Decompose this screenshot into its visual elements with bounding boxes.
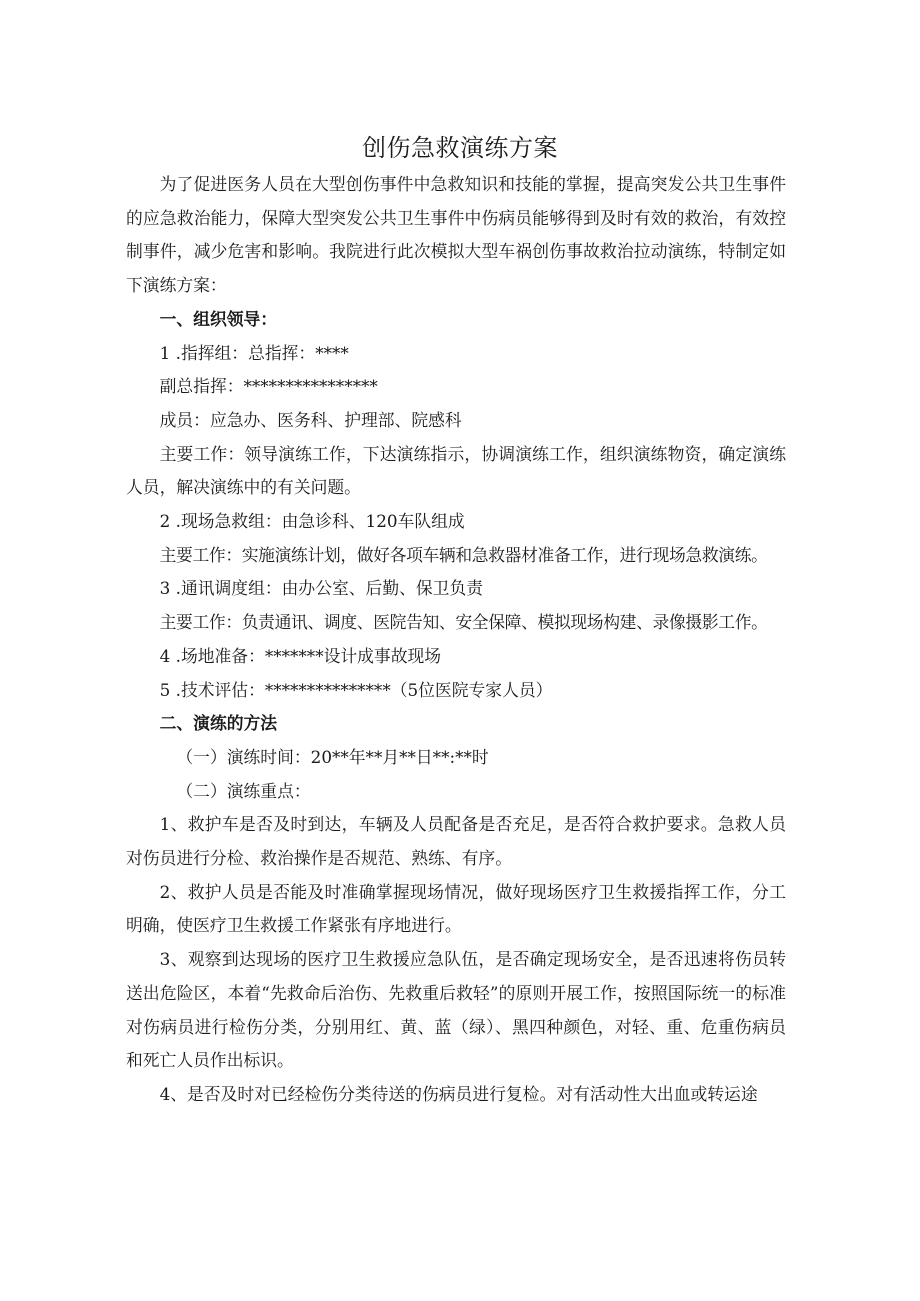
document-title: 创伤急救演练方案 [362,134,558,162]
field-rescue-duty-line: 主要工作：实施演练计划，做好各项车辆和急救器材准备工作，进行现场急救演练。 [159,544,768,565]
section-heading-organization: 一、组织领导： [159,308,278,329]
intro-paragraph: 为了促进医务人员在大型创伤事件中急救知识和技能的掌握，提高突发公共卫生事件的应急救治能力，保障大型突发公共卫生事件中伤病员能够得到及时有效的救治，有效控制事件，减少危害和影响。我院进行此次模拟大型车祸创伤事故救治拉动演练，特制定如下演练方案： [126,174,786,296]
focus-point-2: 2、救护人员是否能及时准确掌握现场情况，做好现场医疗卫生救援指挥工作，分工明确，使医疗卫生救援工作紧张有序地进行。 [126,881,786,936]
focus-point-4: 4、是否及时对已经检伤分类待送的伤病员进行复检。对有活动性大出血或转运途 [159,1083,758,1104]
focus-point-3: 3、观察到达现场的医疗卫生救援应急队伍，是否确定现场安全，是否迅速将伤员转送出危险区，本着“先救命后治伤、先救重后救轻”的原则开展工作，按照国际统一的标准对伤病员进行检伤分类，分别用红、黄、蓝（绿）、黑四种颜色，对轻、重、危重伤病员和死亡人员作出标识。 [126,949,786,1071]
document-body [126,168,786,1112]
drill-time-line: （一）演练时间：20**年**月**日**:**时 [176,746,489,767]
deputy-commander-line: 副总指挥：**************** [159,376,378,397]
field-rescue-group-line: 2 .现场急救组：由急诊科、120车队组成 [159,511,465,532]
section-heading-method: 二、演练的方法 [159,713,278,734]
site-preparation-line: 4 .场地准备：*******设计成事故现场 [159,645,442,666]
focus-point-1: 1、救护车是否及时到达，车辆及人员配备是否充足，是否符合救护要求。急救人员对伤员进行分检、救治操作是否规范、熟练、有序。 [126,814,786,869]
drill-focus-line: （二）演练重点： [176,780,311,801]
communication-duty-line: 主要工作：负责通讯、调度、医院告知、安全保障、模拟现场构建、录像摄影工作。 [159,612,768,633]
members-line: 成员：应急办、医务科、护理部、院感科 [159,409,462,430]
communication-group-line: 3 .通讯调度组：由办公室、后勤、保卫负责 [159,578,484,599]
command-group-line: 1 .指挥组：总指挥：**** [159,342,349,363]
technical-evaluation-line: 5 .技术评估：***************（5位医院专家人员） [159,679,553,700]
command-duty-paragraph: 主要工作：领导演练工作，下达演练指示，协调演练工作，组织演练物资，确定演练人员，解决演练中的有关问题。 [126,443,786,498]
